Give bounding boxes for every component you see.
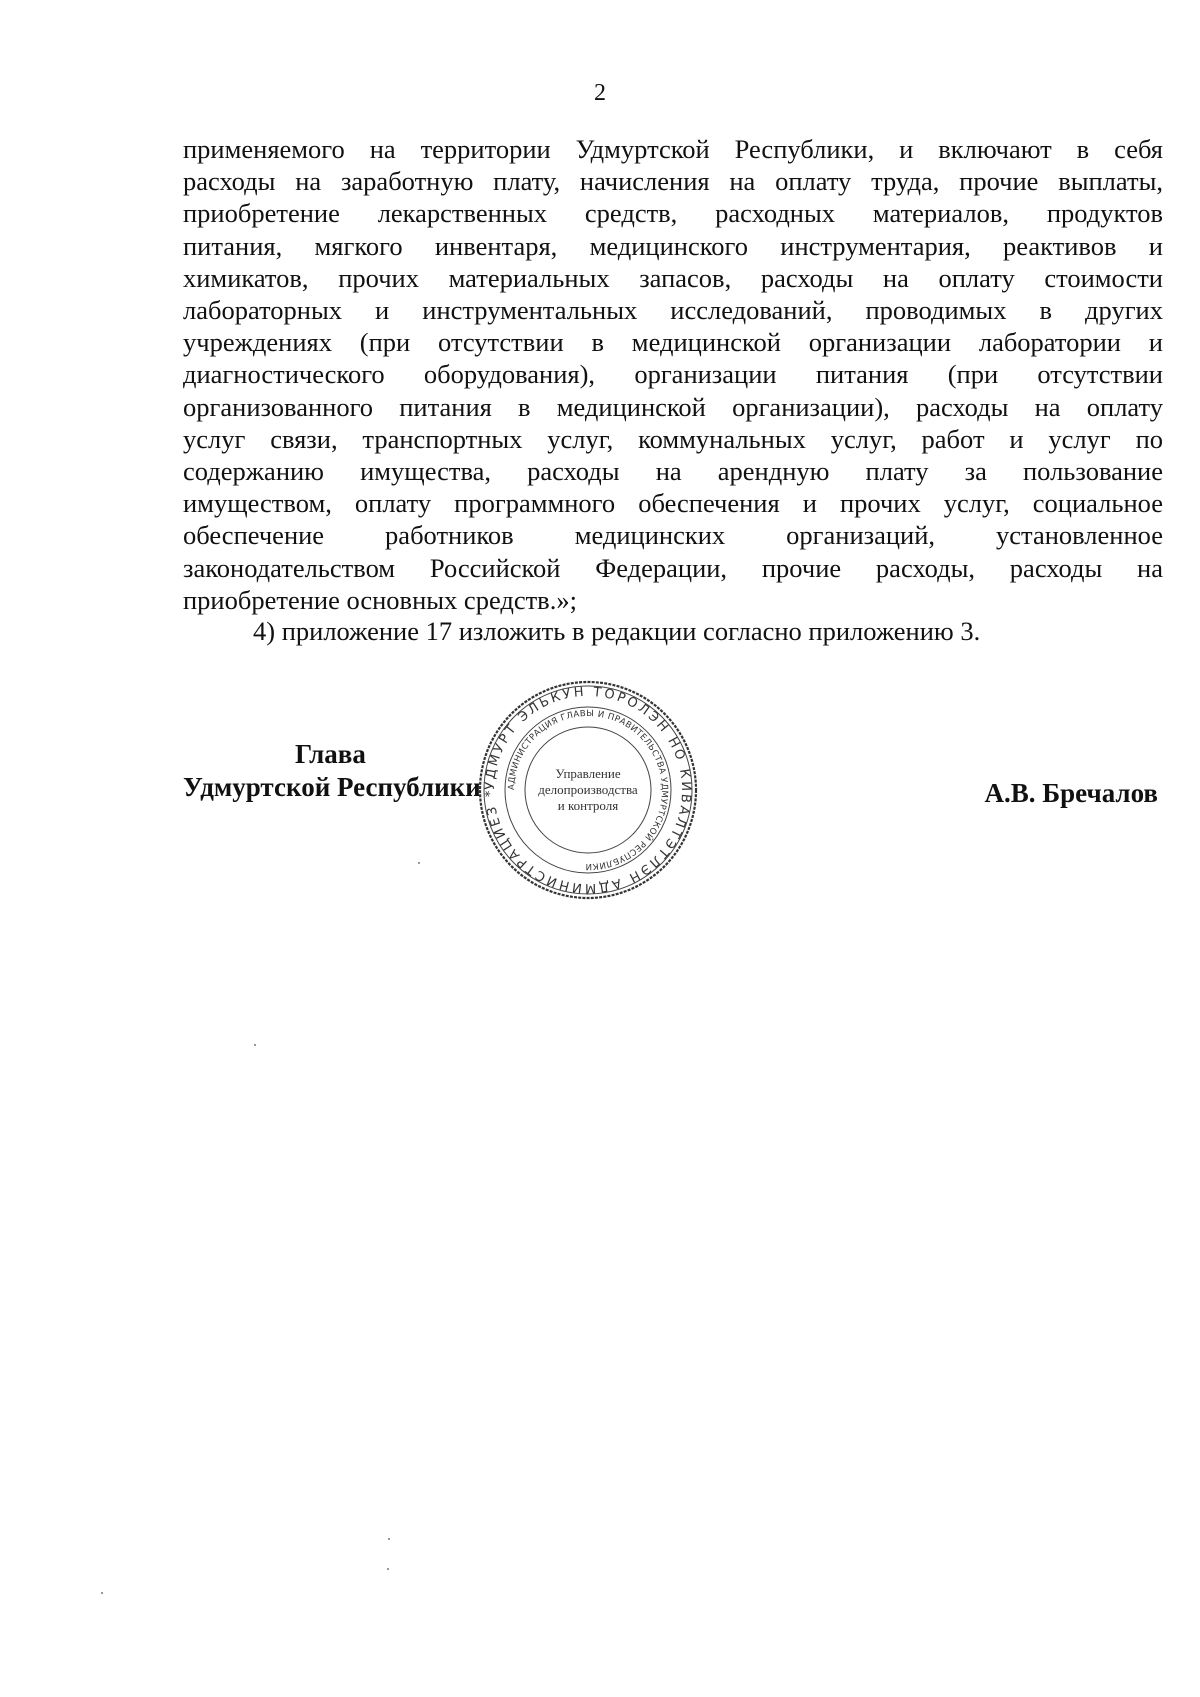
- seal-inner-text: АДМИНИСТРАЦИЯ ГЛАВЫ И ПРАВИТЕЛЬСТВА УДМУРТСКОЙ РЕСПУБЛИКИ: [506, 708, 670, 872]
- signature-title-line-2: Удмуртской Республики: [183, 772, 481, 802]
- body-line: применяемого на территории Удмуртской Республики, и включают в себя: [183, 134, 1163, 164]
- body-line: обеспечение работников медицинских организаций, установленное: [183, 520, 1163, 551]
- signatory-name: А.В. Бречалов: [984, 778, 1158, 808]
- page-number: 2: [594, 80, 606, 106]
- seal-center-line-1: Управление: [555, 766, 621, 781]
- scan-speck: [388, 1538, 390, 1540]
- official-seal: [476, 678, 700, 902]
- body-line: законодательством Российской Федерации, прочие расходы, расходы на: [183, 552, 1163, 583]
- seal-center-line-3: и контроля: [557, 798, 619, 813]
- signature-title-line-1: Глава: [295, 739, 366, 769]
- body-line: приобретение основных средств.»;: [183, 584, 577, 615]
- body-line: химикатов, прочих материальных запасов, расходы на оплату стоимости: [183, 262, 1163, 293]
- body-line: организованного питания в медицинской организации), расходы на оплату: [183, 391, 1163, 422]
- body-line: лабораторных и инструментальных исследований, проводимых в других: [183, 295, 1163, 326]
- scan-speck: [254, 1044, 256, 1046]
- body-line: расходы на заработную плату, начисления на оплату труда, прочие выплаты,: [183, 166, 1163, 197]
- body-line: диагностического оборудования), организации питания (при отсутствии: [183, 359, 1163, 390]
- body-line: учреждениях (при отсутствии в медицинской организации лаборатории и: [183, 327, 1163, 358]
- body-line: содержанию имущества, расходы на арендную плату за пользование: [183, 456, 1163, 487]
- body-line: питания, мягкого инвентаря, медицинского инструментария, реактивов и: [183, 230, 1163, 261]
- scan-speck: [387, 1568, 389, 1570]
- body-line: услуг связи, транспортных услуг, коммунальных услуг, работ и услуг по: [183, 423, 1163, 454]
- seal-outer-text: УДМУРТ ЭЛЬКУН ТОРОЛЭН НО КИВАЛТЭТЛЭН АДМИНИСТРАЦИЕЗ *: [482, 684, 694, 896]
- scan-speck: [101, 1592, 103, 1594]
- amendment-item: 4) приложение 17 изложить в редакции согласно приложению 3.: [253, 616, 981, 646]
- body-paragraph: [183, 133, 1163, 616]
- seal-center-line-2: делопроизводства: [538, 782, 638, 797]
- body-line: приобретение лекарственных средств, расходных материалов, продуктов: [183, 198, 1163, 229]
- body-line: имуществом, оплату программного обеспечения и прочих услуг, социальное: [183, 488, 1163, 519]
- scan-speck: [418, 862, 420, 864]
